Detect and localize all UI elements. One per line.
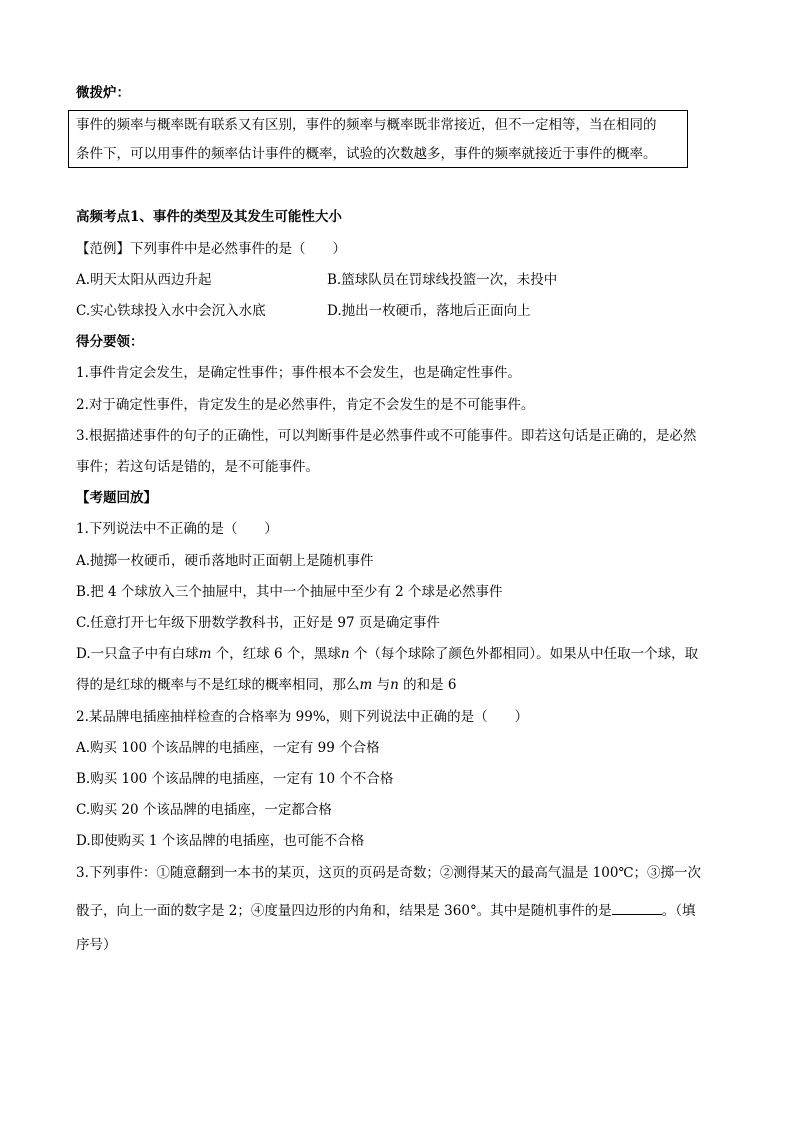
q1-d-text-mid: 个，红球 6 个，黑球 (211, 646, 341, 662)
example-option-a: A.明天太阳从西边升起 (76, 272, 212, 288)
variable-n: n (340, 646, 350, 662)
variable-m: m (359, 677, 373, 693)
variable-n: n (390, 677, 399, 693)
tip-box (68, 110, 688, 168)
q1-d2-text-mid: 与 (372, 677, 391, 693)
q3-line-2 (76, 902, 695, 920)
scoring-title: 得分要领： (76, 334, 144, 350)
q3-line2-text-post: 。（填 (661, 903, 696, 919)
q3-line2-text-pre: 骰子，向上一面的数字是 2；④度量四边形的内角和，结果是 360°。其中是随机事件的是 (76, 903, 612, 919)
q1-d-text-post: 个（每个球除了颜色外都相同）。如果从中任取一个球，取 (349, 646, 699, 662)
variable-m: m (198, 646, 212, 662)
answer-blank[interactable] (612, 902, 662, 915)
q1-option-c: C.任意打开七年级下册数学教科书，正好是 97 页是确定事件 (76, 615, 440, 631)
q2-stem: 2.某品牌电插座抽样检查的合格率为 99%，则下列说法中正确的是（ ） (76, 709, 529, 725)
q3-line-1: 3.下列事件：①随意翻到一本书的某页，这页的页码是奇数；②测得某天的最高气温是 100℃；③掷一次 (76, 865, 702, 881)
scoring-point-3a: 3.根据描述事件的句子的正确性，可以判断事件是必然事件或不可能事件。即若这句话是正确的，是必然 (76, 428, 697, 444)
example-option-c: C.实心铁球投入水中会沉入水底 (76, 303, 266, 319)
example-stem: 【范例】下列事件中是必然事件的是（ ） (76, 241, 346, 257)
q1-stem: 1.下列说法中不正确的是（ ） (76, 521, 278, 537)
q1-d2-text-pre: 得的是红球的概率与不是红球的概率相同，那么 (76, 677, 360, 693)
q2-option-d: D.即使购买 1 个该品牌的电插座，也可能不合格 (76, 833, 365, 849)
review-title: 【考题回放】 (76, 490, 157, 506)
q1-option-d-line2 (76, 676, 456, 694)
q2-option-a: A.购买 100 个该品牌的电插座，一定有 99 个合格 (76, 740, 380, 756)
q1-option-d-line1 (76, 645, 698, 663)
q1-option-b: B.把 4 个球放入三个抽屉中，其中一个抽屉中至少有 2 个球是必然事件 (76, 584, 503, 600)
q2-option-b: B.购买 100 个该品牌的电插座，一定有 10 个不合格 (76, 771, 394, 787)
section-title: 高频考点1、事件的类型及其发生可能性大小 (76, 209, 342, 225)
scoring-point-2: 2.对于确定性事件，肯定发生的是必然事件，肯定不会发生的是不可能事件。 (76, 397, 535, 413)
tip-title: 微拨炉： (76, 85, 130, 101)
q2-option-c: C.购买 20 个该品牌的电插座，一定都合格 (76, 802, 332, 818)
q3-line-3: 序号） (76, 937, 117, 953)
q1-d-text-pre: D.一只盒子中有白球 (76, 646, 199, 662)
example-option-d: D.抛出一枚硬币，落地后正面向上 (327, 303, 531, 319)
q1-d2-text-post: 的和是 6 (398, 677, 457, 693)
scoring-point-1: 1.事件肯定会发生，是确定性事件；事件根本不会发生，也是确定性事件。 (76, 365, 521, 381)
tip-line-1: 事件的频率与概率既有联系又有区别，事件的频率与概率既非常接近，但不一定相等，当在相同的 (76, 117, 657, 133)
example-option-b: B.篮球队员在罚球线投篮一次，未投中 (327, 272, 558, 288)
scoring-point-3b: 事件；若这句话是错的，是不可能事件。 (76, 459, 319, 475)
tip-line-2: 条件下，可以用事件的频率估计事件的概率，试验的次数越多，事件的频率就接近于事件的概率。 (76, 146, 657, 162)
q1-option-a: A.抛掷一枚硬币，硬币落地时正面朝上是随机事件 (76, 553, 374, 569)
